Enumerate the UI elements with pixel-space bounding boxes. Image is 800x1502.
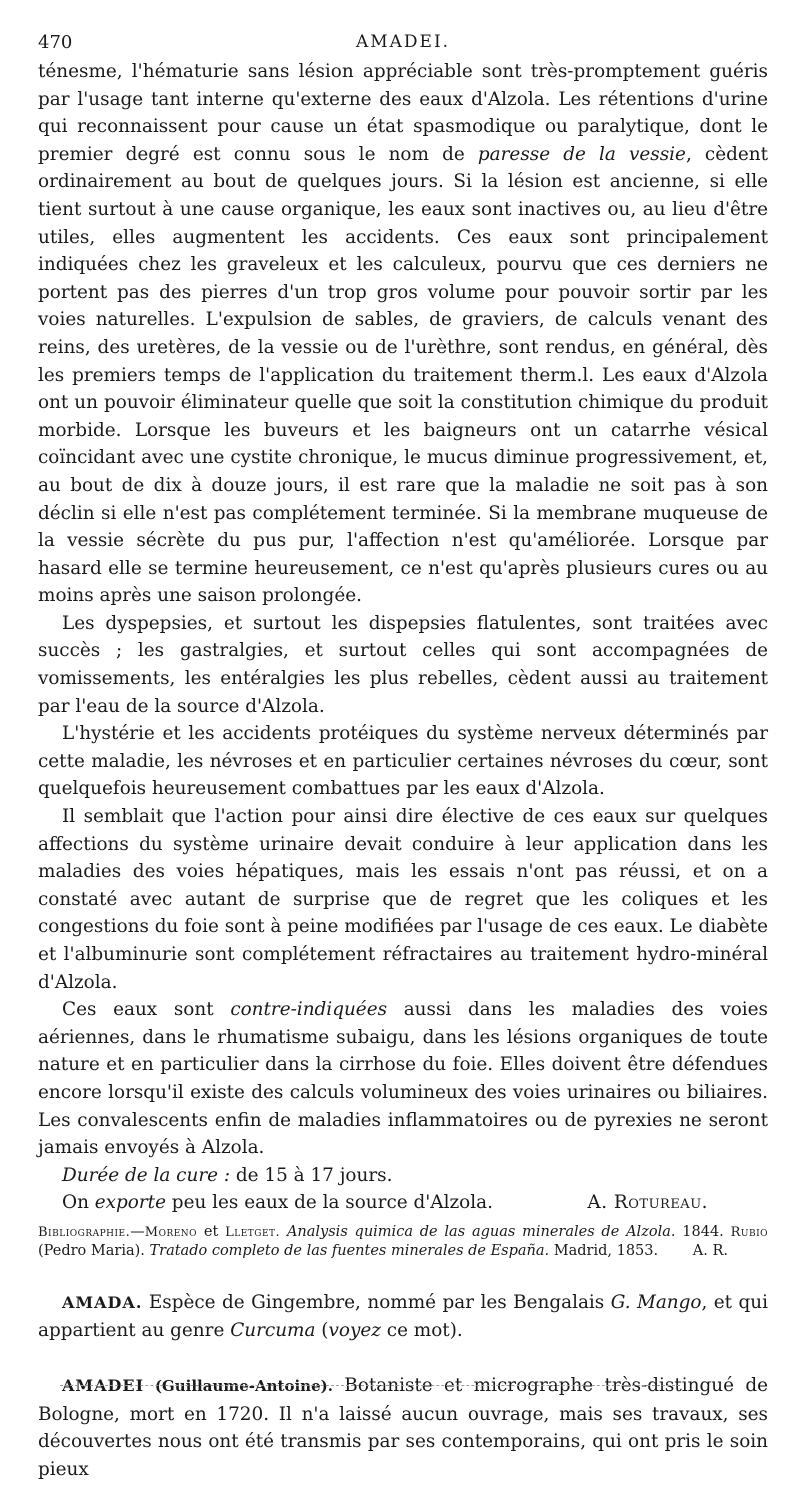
text-run: On [62, 1192, 95, 1214]
bib-author: Rubio [730, 1224, 768, 1240]
italic-term: voyez [328, 1319, 381, 1341]
paragraph-hysteria: L'hystérie et les accidents protéiques du système nerveux déterminés par cette maladie, les névroses et en particulier certaines névroses du cœur, sont quelquefois heureusement combattues par les eaux d'Alzola. [38, 723, 768, 800]
bottom-rule [60, 1385, 680, 1386]
bib-title: Tratado completo de las fuentes minerales de España. [149, 1242, 550, 1259]
entry-amada [38, 1289, 768, 1344]
text-run: , et qui appartient au genre [38, 1291, 769, 1341]
text-run: de 15 à 17 jours. [230, 1164, 393, 1186]
text-run: Botaniste et micrographe très-distingué de Bologne, mort en 1720. Il n'a laissé aucun ouvrage, mais ses travaux, ses découvertes nous ont été transmis par ses contemporains, qui ont pris le soin pieux [38, 1375, 768, 1480]
paragraph-duration [38, 1162, 768, 1190]
text-run: ténesme, l'hématurie sans lésion appréciable sont très-promptement guéris par l'usage tant interne qu'externe des eaux d'Alzola. Les rétentions d'urine qui reconnaissent pour cause un état spasmodique ou paralytique, dont le premier degré est connu sous le nom de [38, 61, 768, 165]
author-signature: A. Rotureau. [587, 1192, 708, 1214]
text-run: peu les eaux de la source d'Alzola. [165, 1192, 493, 1214]
article-body [38, 58, 768, 1189]
text-run: ( [315, 1319, 329, 1341]
page-number: 470 [38, 32, 73, 53]
text-run: (Pedro Maria). [38, 1242, 150, 1259]
text-run: Madrid, 1853. [549, 1242, 659, 1259]
paragraph-dyspepsia: Les dyspepsies, et surtout les dispepsies flatulentes, sont traitées avec succès ; les gastralgies, et surtout celles qui sont accompagnées de vomissements, les entéralgies les plus rebelles, cèdent aussi au traitement par l'eau de la source d'Alzola. [38, 612, 768, 717]
bib-author: Moreno [144, 1224, 198, 1240]
paragraph-urinary [38, 58, 768, 610]
text-run: 1844. [675, 1223, 731, 1240]
bibliography [38, 1223, 768, 1261]
bibliography-initials: A. R. [692, 1242, 728, 1259]
headword: AMADEI [62, 1376, 145, 1396]
entry-amadei [38, 1372, 768, 1483]
text-run: , cèdent ordinairement au bout de quelques jours. Si la lésion est ancienne, si elle tient surtout à une cause organique, les eaux sont inactives ou, au lieu d'être utiles, elles augmentent les accidents. Ces eaux sont principalement indiquées chez les graveleux et les calculeux, pourvu que ces derniers ne portent pas des pierres d'un trop gros volume pour pouvoir sortir par les voies naturelles. L'expulsion de sables, de graviers, de calculs venant des reins, des uretères, de la vessie ou de l'urèthre, sont rendus, en général, dès les premiers temps de l'application du traitement therm.l. Les eaux d'Alzola ont un pouvoir éliminateur quelle que soit la constitution chimique du produit morbide. Lorsque les buveurs et les baigneurs ont un catarrhe vésical coïncidant avec une cystite chronique, le mucus diminue progressivement, et, au bout de dix à douze jours, il est rare que la maladie ne soit pas à son déclin si elle n'est pas complétement terminée. Si la membrane muqueuse de la vessie sécrète du pus pur, l'affection n'est qu'améliorée. Lorsque par hasard elle se termine heureusement, ce n'est qu'après plusieurs cures ou au moins après une saison prolongée. [38, 143, 769, 607]
bib-title: Analysis quimica de las aguas minerales de Alzola. [286, 1223, 676, 1240]
italic-term: Durée de la cure : [62, 1164, 231, 1186]
text-run: et [197, 1223, 226, 1240]
headword: AMADA. [62, 1292, 143, 1312]
paragraph-hepatic: Il semblait que l'action pour ainsi dire élective de ces eaux sur quelques affections du système urinaire devait conduire à leur application dans les maladies des voies hépatiques, mais les essais n'ont pas réussi, et on a constaté avec autant de surprise que de regret que les coliques et les congestions du foie sont à peine modifiées par l'usage de ces eaux. Le diabète et l'albuminurie sont complétement réfractaires au traitement hydro-minéral d'Alzola. [38, 806, 769, 993]
bib-author: Lletget. [225, 1224, 281, 1240]
paragraph-contraindications [38, 996, 768, 1162]
text-run: Ces eaux sont [62, 999, 231, 1021]
italic-term: exporte [94, 1192, 166, 1214]
italic-term: contre-indiquées [230, 999, 388, 1021]
text-run: ce mot). [380, 1319, 463, 1341]
running-title: AMADEI. [355, 32, 451, 52]
text-run: Espèce de Gingembre, nommé par les Bengalais [142, 1291, 611, 1313]
export-text [62, 1189, 493, 1217]
document-page [38, 28, 768, 1502]
italic-term: paresse de la vessie [477, 143, 686, 165]
text-run: aussi dans les maladies des voies aériennes, dans le rhumatisme subaigu, dans les lésions organiques de toute nature et en particulier dans la cirrhose du foie. Elles doivent être défendues encore lorsqu'il existe des calculs volumineux des voies urinaires ou biliaires. Les convalescents enfin de maladies inflammatoires ou de pyrexies ne seront jamais envoyés à Alzola. [38, 999, 768, 1159]
italic-term: Curcuma [230, 1319, 316, 1341]
running-head [38, 28, 768, 58]
bibliography-label: Bibliographie. [38, 1224, 131, 1240]
export-line [38, 1189, 768, 1217]
headword-forename: (Guillaume-Antoine). [144, 1377, 333, 1396]
text-run: — [130, 1223, 145, 1240]
italic-term: G. Mango [610, 1291, 702, 1313]
